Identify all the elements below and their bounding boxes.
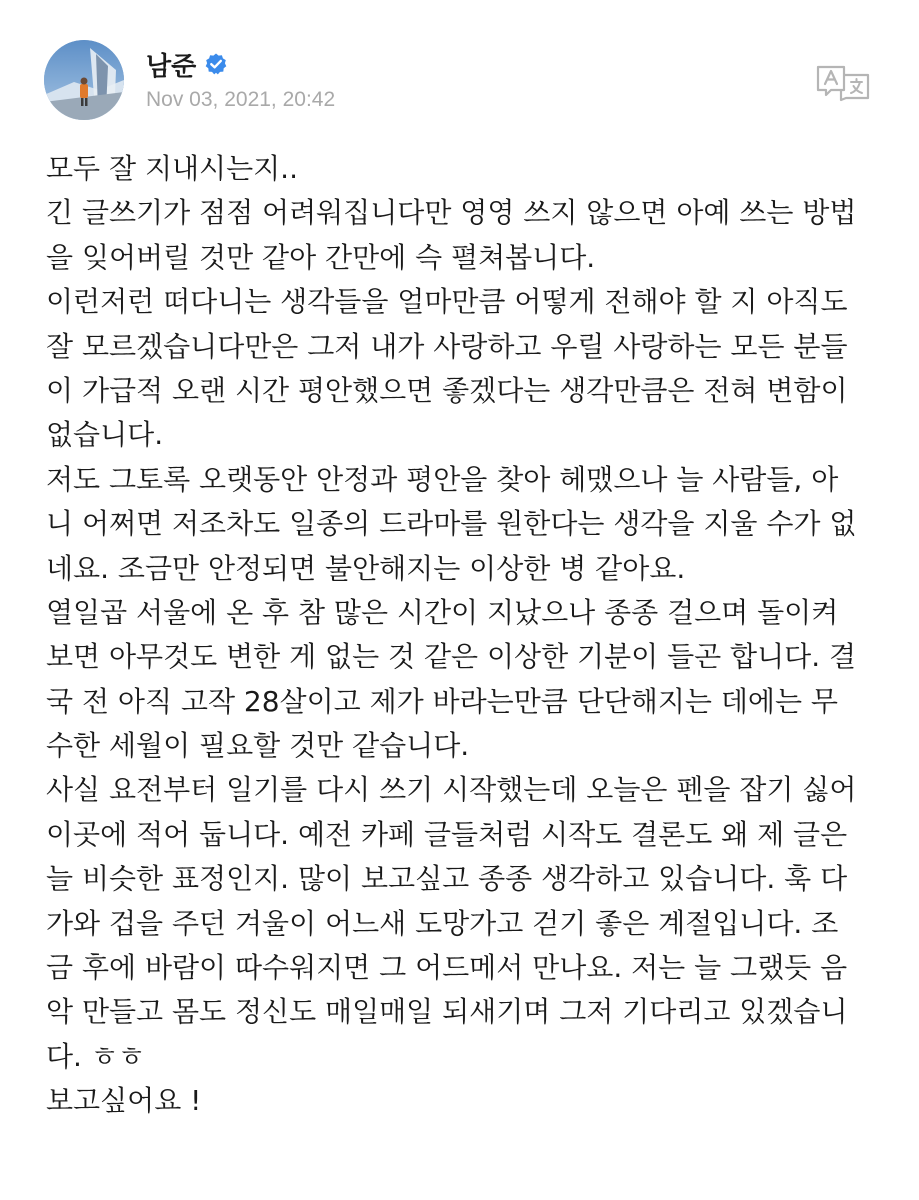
post-body [46, 147, 876, 1124]
post-text-line: 열일곱 서울에 온 후 참 많은 시간이 지났으나 종종 걸으며 돌이켜 [46, 595, 839, 629]
post-text-line: 네요. 조금만 안정되면 불안해지는 이상한 병 같아요. [46, 551, 686, 585]
verified-badge-icon [204, 52, 228, 76]
post-text-line: 니 어쩌면 저조차도 일종의 드라마를 원한다는 생각을 지울 수가 없 [46, 507, 857, 541]
post-text-line: 없습니다. [46, 418, 164, 452]
post-text-line: 이곳에 적어 둡니다. 예전 카페 글들처럼 시작도 결론도 왜 제 글은 [46, 817, 848, 851]
post-text-line: 잘 모르겠습니다만은 그저 내가 사랑하고 우릴 사랑하는 모든 분들 [46, 329, 848, 363]
post-text-line: 악 만들고 몸도 정신도 매일매일 되새기며 그저 기다리고 있겠습니 [46, 995, 848, 1029]
post-text-line: 국 전 아직 고작 28살이고 제가 바라는만큼 단단해지는 데에는 무 [46, 684, 838, 718]
avatar[interactable] [44, 40, 124, 120]
translate-icon[interactable] [816, 64, 870, 102]
post-text-line: 저도 그토록 오랫동안 안정과 평안을 찾아 헤맸으나 늘 사람들, 아 [46, 462, 839, 496]
post-text-line: 모두 잘 지내시는지.. [46, 152, 298, 185]
post-text-line: 을 잊어버릴 것만 같아 간만에 슥 펼쳐봅니다. [46, 240, 596, 274]
post-text-line: 다. ㅎㅎ [46, 1039, 145, 1073]
post-text-line: 이 가급적 오랜 시간 평안했으면 좋겠다는 생각만큼은 전혀 변함이 [46, 373, 848, 407]
post-text-line: 사실 요전부터 일기를 다시 쓰기 시작했는데 오늘은 펜을 잡기 싫어 [46, 773, 857, 807]
avatar-photo [44, 40, 124, 120]
post-text-line: 금 후에 바람이 따수워지면 그 어드메서 만나요. 저는 늘 그랬듯 음 [46, 951, 848, 985]
post-text-line: 보고싶어요 ! [46, 1084, 202, 1118]
author-name[interactable]: 남준 [146, 51, 197, 82]
post-text-line: 수한 세월이 필요할 것만 같습니다. [46, 729, 470, 763]
post-text-line: 이런저런 떠다니는 생각들을 얼마만큼 어떻게 전해야 할 지 아직도 [46, 285, 848, 319]
post-text-line: 가와 겁을 주던 겨울이 어느새 도망가고 걷기 좋은 계절입니다. 조 [46, 906, 839, 940]
post-header [0, 0, 919, 130]
author-row [146, 44, 228, 84]
post-text-line: 긴 글쓰기가 점점 어려워집니다만 영영 쓰지 않으면 아예 쓰는 방법 [46, 196, 857, 230]
post-timestamp: Nov 03, 2021, 20:42 [146, 88, 336, 111]
post-text-line: 늘 비슷한 표정인지. 많이 보고싶고 종종 생각하고 있습니다. 훅 다 [46, 862, 848, 896]
post-text-line: 보면 아무것도 변한 게 없는 것 같은 이상한 기분이 들곤 합니다. 결 [46, 640, 857, 674]
